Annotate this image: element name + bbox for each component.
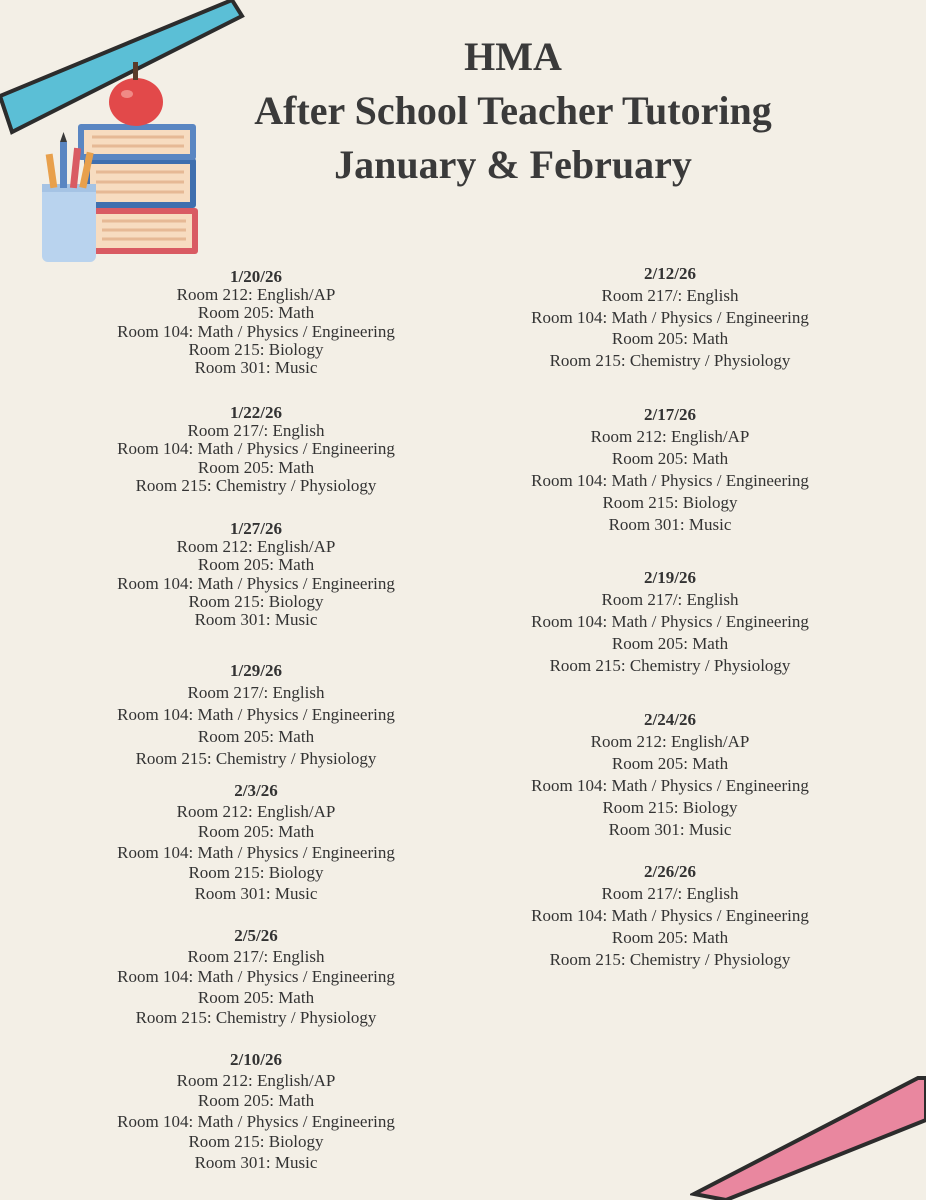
session-block <box>56 926 456 1029</box>
room-entry: Room 104: Math / Physics / Engineering <box>117 439 395 459</box>
session-date: 1/27/26 <box>230 519 282 538</box>
room-entry: Room 215: Chemistry / Physiology <box>549 656 791 675</box>
session-block <box>56 781 456 904</box>
room-entry: Room 205: Math <box>611 449 729 468</box>
title-program: After School Teacher Tutoring <box>254 88 772 133</box>
room-entry: Room 301: Music <box>608 820 732 839</box>
room-entry: Room 205: Math <box>611 754 729 773</box>
session-date: 2/17/26 <box>644 405 696 424</box>
session-block <box>56 404 456 495</box>
session-block <box>470 263 870 372</box>
title-months: January & February <box>334 142 692 187</box>
room-entry: Room 205: Math <box>197 987 315 1007</box>
room-entry: Room 205: Math <box>197 457 315 477</box>
room-entry: Room 205: Math <box>197 727 315 746</box>
room-entry: Room 301: Music <box>194 358 318 378</box>
room-entry: Room 104: Math / Physics / Engineering <box>117 705 395 724</box>
room-entry: Room 217/: English <box>187 946 325 966</box>
room-entry: Room 104: Math / Physics / Engineering <box>117 573 395 593</box>
room-entry: Room 301: Music <box>608 515 732 534</box>
session-block <box>56 660 456 770</box>
session-block <box>56 520 456 629</box>
room-entry: Room 215: Biology <box>188 1132 324 1151</box>
room-entry: Room 104: Math / Physics / Engineering <box>531 307 809 327</box>
page-title <box>200 30 826 192</box>
session-date: 2/24/26 <box>644 710 696 729</box>
room-entry: Room 212: English/AP <box>176 537 336 557</box>
room-entry: Room 104: Math / Physics / Engineering <box>531 776 809 795</box>
room-entry: Room 301: Music <box>194 1152 318 1172</box>
room-entry: Room 104: Math / Physics / Engineering <box>117 967 395 986</box>
session-date: 1/22/26 <box>230 403 282 422</box>
session-block <box>56 268 456 377</box>
session-date: 2/12/26 <box>644 264 696 283</box>
books-apple-pencils-icon <box>36 58 206 268</box>
room-entry: Room 301: Music <box>194 883 318 903</box>
room-entry: Room 212: English/AP <box>590 427 750 446</box>
room-entry: Room 215: Chemistry / Physiology <box>549 950 791 969</box>
session-date: 2/26/26 <box>644 862 696 881</box>
room-entry: Room 212: English/AP <box>176 285 336 305</box>
room-entry: Room 215: Chemistry / Physiology <box>135 749 377 768</box>
room-entry: Room 217/: English <box>187 683 325 702</box>
room-entry: Room 205: Math <box>197 822 315 841</box>
room-entry: Room 215: Chemistry / Physiology <box>549 351 791 371</box>
room-entry: Room 301: Music <box>194 610 318 630</box>
room-entry: Room 215: Chemistry / Physiology <box>135 475 377 495</box>
session-block <box>470 709 870 841</box>
room-entry: Room 215: Biology <box>602 493 738 512</box>
room-entry: Room 217/: English <box>187 421 325 441</box>
session-block <box>470 861 870 971</box>
session-block <box>56 1050 456 1173</box>
room-entry: Room 205: Math <box>611 928 729 947</box>
room-entry: Room 212: English/AP <box>590 732 750 751</box>
room-entry: Room 205: Math <box>197 303 315 323</box>
room-entry: Room 212: English/AP <box>176 801 336 821</box>
session-date: 2/19/26 <box>644 568 696 587</box>
room-entry: Room 104: Math / Physics / Engineering <box>531 612 809 631</box>
room-entry: Room 215: Biology <box>602 798 738 817</box>
room-entry: Room 205: Math <box>611 329 729 349</box>
session-block <box>470 567 870 677</box>
session-date: 1/20/26 <box>230 267 282 286</box>
session-date: 1/29/26 <box>230 661 282 680</box>
room-entry: Room 205: Math <box>197 1091 315 1110</box>
room-entry: Room 215: Biology <box>188 591 324 611</box>
room-entry: Room 217/: English <box>601 286 739 305</box>
title-school: HMA <box>464 34 562 79</box>
room-entry: Room 104: Math / Physics / Engineering <box>117 1111 395 1131</box>
session-block <box>470 404 870 536</box>
room-entry: Room 217/: English <box>601 590 739 609</box>
room-entry: Room 215: Biology <box>188 339 324 359</box>
room-entry: Room 104: Math / Physics / Engineering <box>117 842 395 862</box>
session-date: 2/10/26 <box>230 1050 282 1069</box>
room-entry: Room 212: English/AP <box>176 1070 336 1090</box>
room-entry: Room 215: Chemistry / Physiology <box>135 1008 377 1027</box>
pink-ruler-decoration <box>690 1070 926 1200</box>
session-date: 2/3/26 <box>234 781 278 800</box>
room-entry: Room 217/: English <box>601 884 739 903</box>
room-entry: Room 215: Biology <box>188 863 324 882</box>
room-entry: Room 104: Math / Physics / Engineering <box>117 321 395 341</box>
room-entry: Room 205: Math <box>611 634 729 653</box>
room-entry: Room 104: Math / Physics / Engineering <box>531 906 809 925</box>
room-entry: Room 205: Math <box>197 555 315 575</box>
room-entry: Room 104: Math / Physics / Engineering <box>531 471 809 490</box>
session-date: 2/5/26 <box>234 926 278 945</box>
